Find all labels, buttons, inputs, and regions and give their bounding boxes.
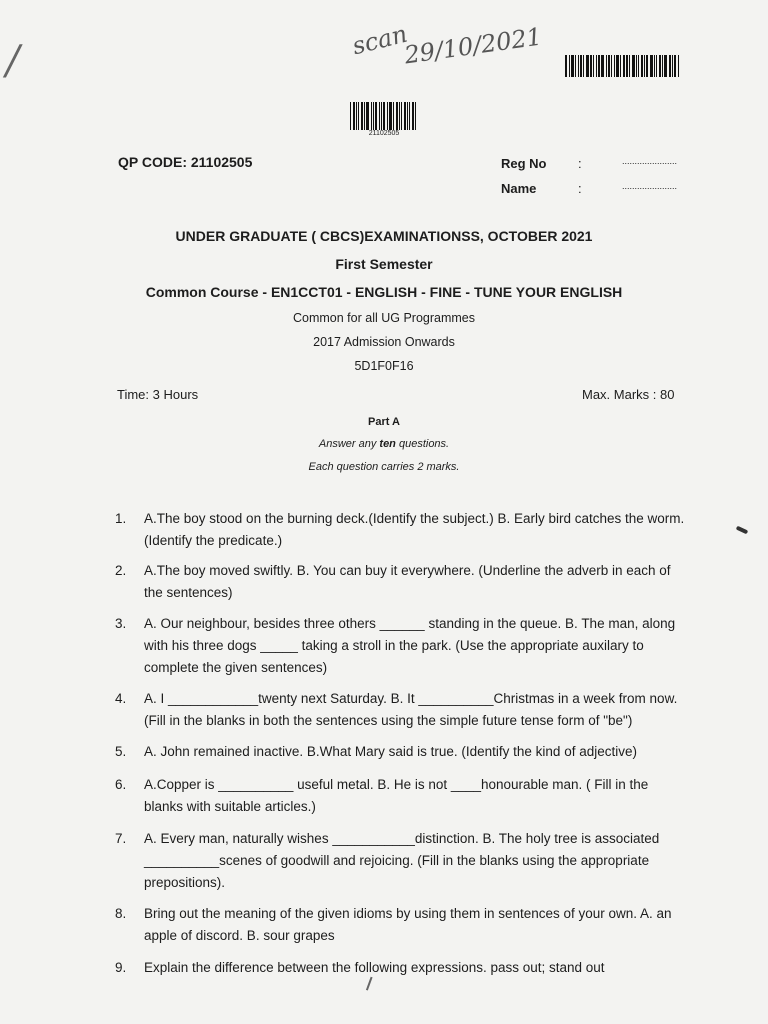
barcode-bar — [578, 55, 579, 77]
barcode-bar — [356, 102, 357, 130]
barcode-bar — [361, 102, 363, 130]
barcode-bar — [396, 102, 398, 130]
barcode-bar — [409, 102, 410, 130]
barcode-bar — [636, 55, 637, 77]
barcode-bar — [583, 55, 584, 77]
reg-no-label: Reg No — [501, 156, 547, 171]
reg-no-colon: : — [578, 156, 582, 171]
barcode-bar — [415, 102, 416, 130]
barcode-bar — [608, 55, 610, 77]
barcode-bar — [626, 55, 628, 77]
barcode-bar — [598, 55, 600, 77]
handwritten-scan-note: scan — [349, 19, 411, 61]
barcode-bar — [381, 102, 382, 130]
barcode-number: 21102505 — [368, 130, 400, 137]
qp-code: QP CODE: 21102505 — [118, 154, 253, 170]
barcode-bar — [407, 102, 408, 130]
barcode-bar — [401, 102, 402, 130]
top-right-barcode — [565, 55, 685, 77]
barcode-bar — [399, 102, 400, 130]
barcode-bar — [662, 55, 663, 77]
exam-time: Time: 3 Hours — [117, 387, 199, 402]
barcode-bar — [371, 102, 372, 130]
question-text: A.Copper is __________ useful metal. B. He is not ____honourable man. ( Fill in the blanks with suitable articles.) — [144, 777, 649, 814]
barcode-bar — [654, 55, 655, 77]
barcode-bar — [412, 102, 414, 130]
question-number: 7. — [115, 831, 127, 846]
barcode-bar — [644, 55, 645, 77]
question-text: A.The boy moved swiftly. B. You can buy it everywhere. (Underline the adverb in each of the sentences) — [144, 563, 671, 600]
question-number: 8. — [115, 906, 127, 921]
barcode-bar — [389, 102, 392, 130]
question-3 — [115, 613, 685, 679]
instruction-bold: ten — [379, 438, 396, 450]
barcode-bar — [353, 102, 355, 130]
barcode-bar — [674, 55, 676, 77]
barcode-bar — [656, 55, 657, 77]
ink-mark — [736, 526, 749, 535]
question-number: 6. — [115, 777, 127, 792]
name-field: ...................... — [622, 181, 678, 191]
barcode-bar — [638, 55, 639, 77]
name-colon: : — [578, 181, 582, 196]
barcode-bar — [373, 102, 374, 130]
question-number: 1. — [115, 511, 127, 526]
max-marks: Max. Marks : 80 — [582, 387, 675, 402]
barcode-bar — [629, 55, 630, 77]
barcode-bar — [601, 55, 604, 77]
barcode-bar — [383, 102, 385, 130]
barcode-bar — [596, 55, 597, 77]
barcode-bar — [669, 55, 671, 77]
exam-title: UNDER GRADUATE ( CBCS)EXAMINATIONSS, OCTOBER 2021 — [175, 228, 593, 244]
barcode-bar — [632, 55, 635, 77]
instruction-pre: Answer any — [318, 438, 380, 450]
question-1 — [115, 508, 685, 552]
barcode-bar — [580, 55, 582, 77]
part-title: Part A — [368, 416, 400, 428]
paper-code: 5D1F0F16 — [354, 359, 414, 373]
barcode-bar — [590, 55, 592, 77]
name-label: Name — [501, 181, 537, 196]
question-text: Explain the difference between the following expressions. pass out; stand out — [144, 960, 605, 975]
question-6 — [115, 774, 685, 818]
barcode-bar — [565, 55, 567, 77]
semester-title: First Semester — [335, 256, 433, 272]
programmes-line: Common for all UG Programmes — [293, 311, 475, 325]
question-2 — [115, 560, 685, 604]
question-text: A.The boy stood on the burning deck.(Identify the subject.) B. Early bird catches the worm.(Identify the predicate.) — [144, 511, 685, 548]
barcode-bar — [393, 102, 394, 130]
question-text: A. Our neighbour, besides three others ______ standing in the queue. B. The man, along with his three dogs _____ taking a stroll in the park. (Use the appropriate auxilary to complete the given sentences) — [144, 616, 676, 675]
barcode-bar — [664, 55, 667, 77]
question-number: 5. — [115, 744, 127, 759]
barcode-bar — [404, 102, 406, 130]
barcode-bar — [614, 55, 615, 77]
reg-no-field: ...................... — [622, 156, 678, 166]
barcode-bar — [646, 55, 648, 77]
question-number: 9. — [115, 960, 127, 975]
instruction-post: questions. — [395, 438, 450, 450]
barcode-bar — [575, 55, 576, 77]
margin-slash-mark: / — [6, 38, 20, 84]
barcode-bar — [375, 102, 377, 130]
question-text: A. Every man, naturally wishes ___________distinction. B. The holy tree is associated __________scenes of goodwill and rejoicing. (Fill in the blanks using the appropriate prepositions). — [144, 831, 660, 890]
barcode-bar — [672, 55, 673, 77]
barcode-bar — [623, 55, 625, 77]
barcode-bar — [366, 102, 369, 130]
barcode-bar — [616, 55, 619, 77]
barcode-bar — [569, 55, 570, 77]
bottom-tick-mark — [366, 977, 380, 994]
barcode-bar — [593, 55, 594, 77]
barcode-bar — [571, 55, 574, 77]
question-8 — [115, 903, 685, 947]
barcode-bar — [364, 102, 365, 130]
handwritten-date-note: 29/10/2021 — [402, 22, 544, 70]
barcode-bar — [606, 55, 607, 77]
barcode-bar — [650, 55, 653, 77]
barcode-bar — [611, 55, 612, 77]
barcode-bar — [620, 55, 621, 77]
question-text: Bring out the meaning of the given idioms by using them in sentences of your own. A. an apple of discord. B. sour grapes — [144, 906, 672, 943]
question-text: A. John remained inactive. B.What Mary said is true. (Identify the kind of adjective) — [144, 744, 637, 759]
barcode-bar — [358, 102, 359, 130]
barcode-bar — [350, 102, 351, 130]
barcode-bar — [379, 102, 380, 130]
barcode-bar — [678, 55, 679, 77]
admission-line: 2017 Admission Onwards — [313, 335, 455, 349]
course-title: Common Course - EN1CCT01 - ENGLISH - FINE - TUNE YOUR ENGLISH — [145, 284, 623, 300]
barcode-bar — [387, 102, 388, 130]
barcode-bar — [586, 55, 589, 77]
barcode-bar — [641, 55, 643, 77]
barcode-bar — [659, 55, 661, 77]
question-7 — [115, 828, 685, 894]
center-barcode — [350, 102, 418, 130]
question-5 — [115, 741, 685, 763]
question-text: A. I ____________twenty next Saturday. B. It __________Christmas in a week from now. (Fill in the blanks in both the sentences using the simple future tense form of "be") — [144, 691, 678, 728]
part-instruction — [0, 438, 768, 450]
question-number: 3. — [115, 616, 127, 631]
question-number: 4. — [115, 691, 127, 706]
question-number: 2. — [115, 563, 127, 578]
question-4 — [115, 688, 685, 732]
marks-note: Each question carries 2 marks. — [308, 461, 460, 473]
question-9 — [115, 957, 685, 979]
